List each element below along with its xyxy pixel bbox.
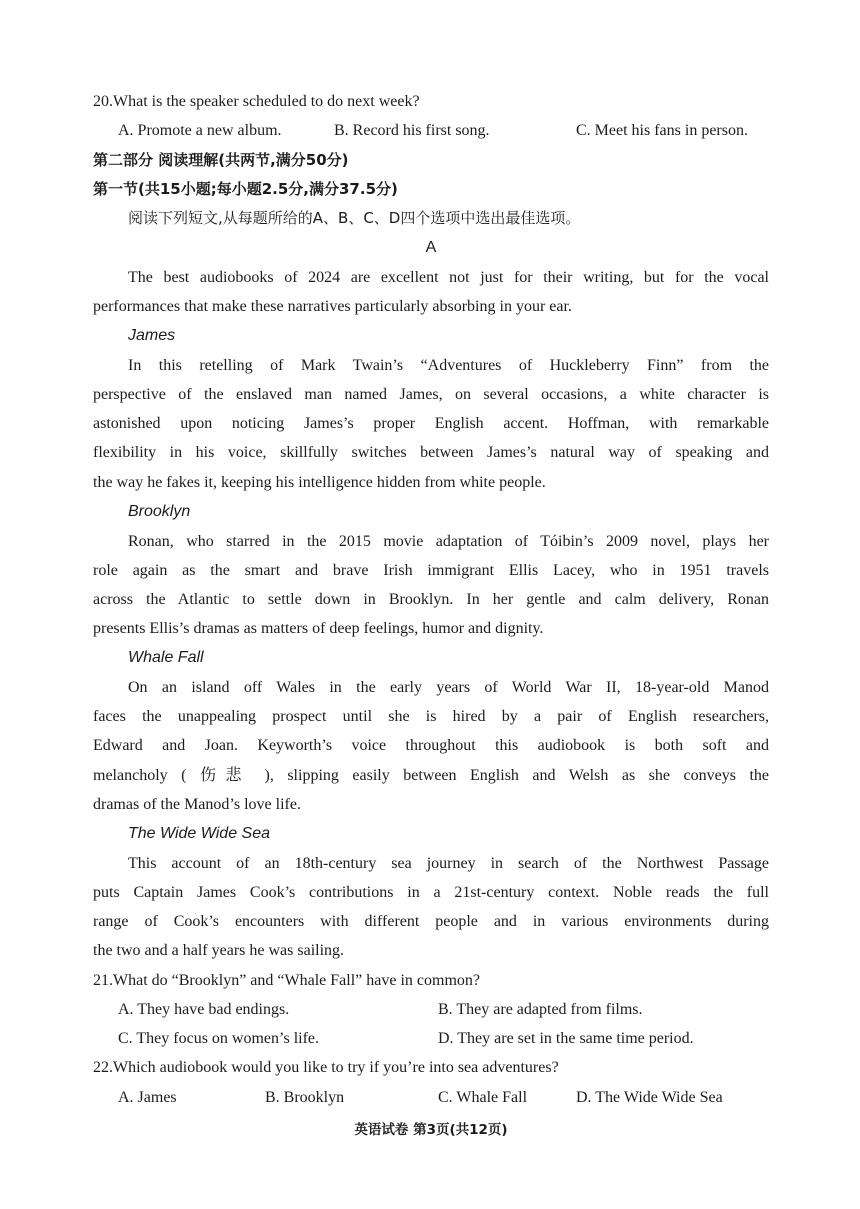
- question-21-option-d: D. They are set in the same time period.: [438, 1030, 694, 1047]
- book-whale-fall-line: On an island off Wales in the early years of World War II, 18-year-old Manod: [128, 679, 769, 696]
- book-brooklyn-line: role again as the smart and brave Irish immigrant Ellis Lacey, who in 1951 travels: [93, 562, 769, 579]
- book-wide-wide-sea-line: puts Captain James Cook’s contributions in a 21st-century context. Noble reads the full: [93, 884, 769, 901]
- book-title-wide-wide-sea: The Wide Wide Sea: [128, 825, 270, 842]
- question-20-option-b: B. Record his first song.: [334, 122, 490, 139]
- book-whale-fall-line: melancholy ( 伤悲 ), slipping easily between English and Welsh as she conveys the: [93, 767, 769, 784]
- book-james-line: In this retelling of Mark Twain’s “Adventures of Huckleberry Finn” from the: [128, 357, 769, 374]
- instruction-text: 阅读下列短文,从每题所给的A、B、C、D四个选项中选出最佳选项。: [128, 209, 581, 227]
- book-james-line: flexibility in his voice, skillfully switches between James’s natural way of speaking and: [93, 444, 769, 461]
- intro-line: performances that make these narratives particularly absorbing in your ear.: [93, 298, 572, 315]
- book-title-whale-fall: Whale Fall: [128, 649, 204, 666]
- question-21-option-b: B. They are adapted from films.: [438, 1001, 643, 1018]
- book-whale-fall-line: dramas of the Manod’s love life.: [93, 796, 301, 813]
- page-footer: 英语试卷 第3页(共12页): [354, 1122, 508, 1138]
- book-whale-fall-line: Edward and Joan. Keyworth’s voice throughout this audiobook is both soft and: [93, 737, 769, 754]
- book-james-line: the way he fakes it, keeping his intelligence hidden from white people.: [93, 474, 546, 491]
- question-20-option-c: C. Meet his fans in person.: [576, 122, 748, 139]
- part-2-heading: 第二部分 阅读理解(共两节,满分50分): [93, 151, 349, 169]
- book-wide-wide-sea-line: range of Cook’s encounters with different people and in various environments during: [93, 913, 769, 930]
- question-20-option-a: A. Promote a new album.: [118, 122, 282, 139]
- book-wide-wide-sea-line: the two and a half years he was sailing.: [93, 942, 345, 959]
- book-wide-wide-sea-line: This account of an 18th-century sea journey in search of the Northwest Passage: [128, 855, 769, 872]
- question-22-option-d: D. The Wide Wide Sea: [576, 1089, 723, 1106]
- question-21-option-a: A. They have bad endings.: [118, 1001, 290, 1018]
- question-22-option-c: C. Whale Fall: [438, 1089, 528, 1106]
- question-22-stem: 22.Which audiobook would you like to try if you’re into sea adventures?: [93, 1059, 559, 1076]
- question-22-option-b: B. Brooklyn: [265, 1089, 345, 1106]
- book-title-james: James: [128, 327, 176, 344]
- question-22-option-a: A. James: [118, 1089, 177, 1106]
- book-title-brooklyn: Brooklyn: [128, 503, 191, 520]
- book-james-line: perspective of the enslaved man named James, on several occasions, a white character is: [93, 386, 769, 403]
- passage-label: A: [425, 239, 437, 256]
- book-james-line: astonished upon noticing James’s proper English accent. Hoffman, with remarkable: [93, 415, 769, 432]
- question-20-stem: 20.What is the speaker scheduled to do next week?: [93, 93, 420, 110]
- section-1-heading: 第一节(共15小题;每小题2.5分,满分37.5分): [93, 180, 398, 198]
- question-21-stem: 21.What do “Brooklyn” and “Whale Fall” have in common?: [93, 972, 480, 989]
- book-brooklyn-line: presents Ellis’s dramas as matters of deep feelings, humor and dignity.: [93, 620, 544, 637]
- book-whale-fall-line: faces the unappealing prospect until she is hired by a pair of English researchers,: [93, 708, 769, 725]
- book-brooklyn-line: Ronan, who starred in the 2015 movie adaptation of Tóibin’s 2009 novel, plays her: [128, 533, 769, 550]
- question-21-option-c: C. They focus on women’s life.: [118, 1030, 320, 1047]
- book-brooklyn-line: across the Atlantic to settle down in Brooklyn. In her gentle and calm delivery, Ronan: [93, 591, 769, 608]
- intro-line: The best audiobooks of 2024 are excellent not just for their writing, but for the vocal: [128, 269, 769, 286]
